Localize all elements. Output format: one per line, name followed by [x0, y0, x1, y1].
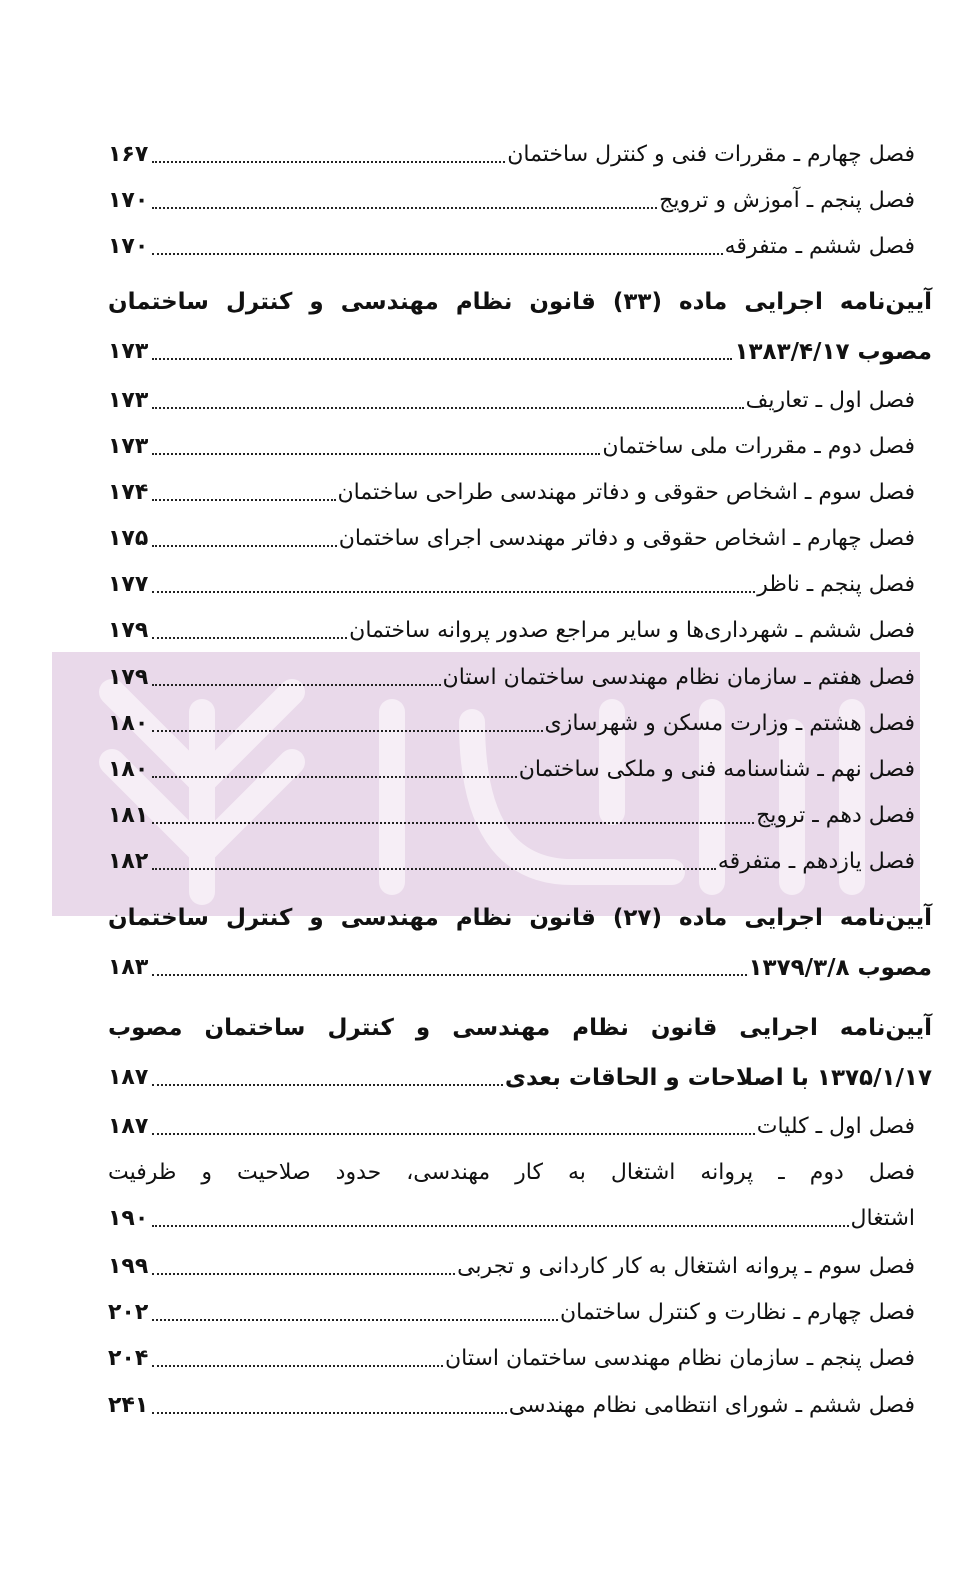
toc-entry-title: فصل دوم ـ پروانه اشتغال به کار مهندسی، حدود صلاحیت و ظرفیت	[108, 1160, 915, 1185]
toc-line	[108, 842, 915, 882]
toc-entry-title: فصل اول ـ کلیات	[756, 1114, 915, 1139]
toc-entry-title: فصل هفتم ـ سازمان نظام مهندسی ساختمان استان	[442, 665, 915, 690]
dot-leader	[152, 358, 732, 360]
dot-leader	[152, 868, 716, 870]
toc-line	[108, 135, 915, 175]
page-number: ۱۷۳	[108, 434, 149, 459]
page-number: ۱۸۷	[108, 1065, 149, 1090]
toc-line	[108, 1247, 915, 1287]
toc-entry-title: آیین‌نامه اجرایی قانون نظام مهندسی و کنترل ساختمان مصوب	[108, 1015, 932, 1041]
dot-leader	[152, 253, 722, 255]
toc-line	[108, 1153, 915, 1193]
dot-leader	[152, 1273, 455, 1275]
toc-entry-title: فصل چهارم ـ مقررات فنی و کنترل ساختمان	[507, 142, 915, 167]
page-number: ۱۷۰	[108, 188, 149, 213]
dot-leader	[152, 407, 743, 409]
page-number: ۱۸۰	[108, 711, 149, 736]
dot-leader	[152, 1084, 503, 1086]
toc-entry-title: فصل ششم ـ شهرداری‌ها و سایر مراجع صدور پروانه ساختمان	[349, 618, 915, 643]
toc-line	[108, 1386, 915, 1426]
toc-entry-title: آیین‌نامه اجرایی ماده (۲۷) قانون نظام مهندسی و کنترل ساختمان	[108, 905, 932, 931]
toc-line	[108, 427, 915, 467]
toc-line	[108, 611, 915, 651]
dot-leader	[152, 499, 335, 501]
page-number: ۲۴۱	[108, 1393, 149, 1418]
dot-leader	[152, 776, 516, 778]
toc-entry-title: مصوب ۱۳۷۹/۳/۸	[748, 955, 932, 981]
toc-line	[108, 1107, 915, 1147]
toc-line	[108, 1008, 932, 1048]
page-number: ۱۸۷	[108, 1114, 149, 1139]
page-number: ۱۸۱	[108, 803, 149, 828]
toc-line	[108, 519, 915, 559]
toc-line	[108, 181, 915, 221]
toc-line	[108, 658, 915, 698]
toc-line	[108, 282, 932, 322]
toc-entry-title: فصل چهارم ـ نظارت و کنترل ساختمان	[559, 1300, 915, 1325]
dot-leader	[152, 1225, 848, 1227]
page-number: ۱۷۷	[108, 572, 149, 597]
page-number: ۱۶۷	[108, 142, 149, 167]
dot-leader	[152, 1319, 558, 1321]
toc-line	[108, 948, 932, 988]
dot-leader	[152, 730, 542, 732]
page-number: ۱۷۳	[108, 339, 149, 364]
dot-leader	[152, 637, 347, 639]
toc-entry-title: فصل پنجم ـ ناظر	[757, 572, 915, 597]
toc-entry-title: اشتغال	[850, 1206, 915, 1231]
toc-line	[108, 796, 915, 836]
toc-entry-title: مصوب ۱۳۸۳/۴/۱۷	[734, 339, 932, 365]
dot-leader	[152, 591, 755, 593]
toc-entry-title: فصل اول ـ تعاریف	[745, 388, 915, 413]
toc-entry-title: فصل دوم ـ مقررات ملی ساختمان	[602, 434, 915, 459]
dot-leader	[152, 822, 754, 824]
dot-leader	[152, 207, 657, 209]
toc-entry-title: فصل هشتم ـ وزارت مسکن و شهرسازی	[544, 711, 915, 736]
page-number: ۲۰۲	[108, 1300, 149, 1325]
dot-leader	[152, 1365, 443, 1367]
toc-entry-title: فصل دهم ـ ترویج	[756, 803, 915, 828]
toc-line	[108, 565, 915, 605]
toc-entry-title: فصل پنجم ـ آموزش و ترویج	[659, 188, 915, 213]
toc-line	[108, 473, 915, 513]
page-number: ۱۷۹	[108, 618, 149, 643]
page-number: ۱۷۳	[108, 388, 149, 413]
toc-line	[108, 750, 915, 790]
toc-line	[108, 1058, 932, 1098]
dot-leader	[152, 1412, 506, 1414]
page-number: ۱۷۴	[108, 480, 149, 505]
toc-line	[108, 332, 932, 372]
page-number: ۲۰۴	[108, 1346, 149, 1371]
page-number: ۱۸۲	[108, 849, 149, 874]
toc-entry-title: فصل ششم ـ شورای انتظامی نظام مهندسی	[508, 1393, 915, 1418]
toc-entry-title: فصل یازدهم ـ متفرقه	[717, 849, 915, 874]
toc-entry-title: آیین‌نامه اجرایی ماده (۳۳) قانون نظام مهندسی و کنترل ساختمان	[108, 289, 932, 315]
dot-leader	[152, 545, 336, 547]
toc-entry-title: فصل ششم ـ متفرقه	[724, 234, 915, 259]
page-number: ۱۷۹	[108, 665, 149, 690]
toc-entry-title: فصل سوم ـ پروانه اشتغال به کار کاردانی و تجربی	[457, 1254, 915, 1279]
toc-line	[108, 1339, 915, 1379]
page-number: ۱۹۹	[108, 1254, 149, 1279]
toc-line	[108, 227, 915, 267]
toc-entry-title: فصل چهارم ـ اشخاص حقوقی و دفاتر مهندسی اجرای ساختمان	[338, 526, 915, 551]
dot-leader	[152, 974, 746, 976]
page-number: ۱۸۰	[108, 757, 149, 782]
toc-entry-title: ۱۳۷۵/۱/۱۷ با اصلاحات و الحاقات بعدی	[504, 1065, 932, 1091]
page-number: ۱۸۳	[108, 955, 149, 980]
dot-leader	[152, 684, 440, 686]
toc-line	[108, 898, 932, 938]
toc-entry-title: فصل سوم ـ اشخاص حقوقی و دفاتر مهندسی طراحی ساختمان	[337, 480, 915, 505]
toc-line	[108, 704, 915, 744]
dot-leader	[152, 453, 600, 455]
toc-entry-title: فصل پنجم ـ سازمان نظام مهندسی ساختمان استان	[444, 1346, 915, 1371]
dot-leader	[152, 1133, 754, 1135]
page-number: ۱۹۰	[108, 1206, 149, 1231]
toc-line	[108, 381, 915, 421]
toc-line	[108, 1199, 915, 1239]
page-number: ۱۷۵	[108, 526, 149, 551]
dot-leader	[152, 161, 505, 163]
toc-line	[108, 1293, 915, 1333]
page-number: ۱۷۰	[108, 234, 149, 259]
toc-entry-title: فصل نهم ـ شناسنامه فنی و ملکی ساختمان	[518, 757, 915, 782]
